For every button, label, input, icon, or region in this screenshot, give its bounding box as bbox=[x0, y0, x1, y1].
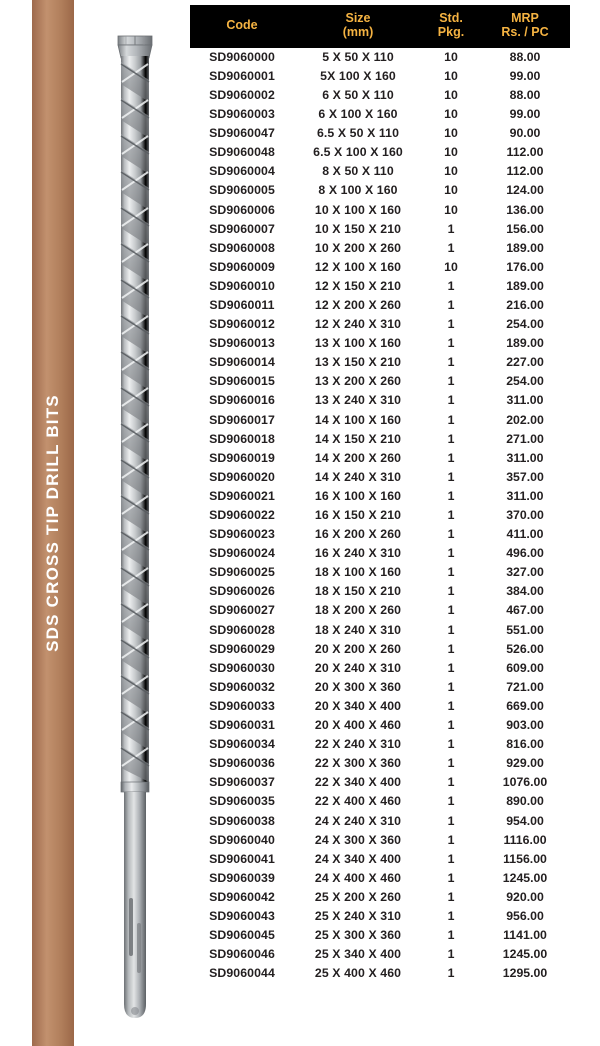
table-row bbox=[190, 239, 570, 258]
cell-mrp: 254.00 bbox=[506, 317, 544, 332]
cell-size: 25 X 240 X 310 bbox=[314, 908, 402, 923]
table-row bbox=[190, 850, 570, 869]
cell-std-pkg: 1 bbox=[447, 488, 455, 503]
cell-mrp: 90.00 bbox=[509, 126, 541, 141]
cell-code: SD9060033 bbox=[209, 698, 275, 713]
cell-size: 20 X 200 X 260 bbox=[314, 641, 402, 656]
cell-std-pkg: 1 bbox=[447, 622, 455, 637]
cell-size: 25 X 340 X 400 bbox=[314, 947, 402, 962]
cell-code: SD9060045 bbox=[209, 928, 275, 943]
cell-size: 20 X 300 X 360 bbox=[314, 679, 402, 694]
table-row bbox=[190, 831, 570, 850]
cell-size: 13 X 150 X 210 bbox=[314, 355, 402, 370]
cell-mrp: 1076.00 bbox=[502, 775, 548, 790]
cell-size: 13 X 240 X 310 bbox=[314, 393, 402, 408]
cell-size: 22 X 340 X 400 bbox=[314, 775, 402, 790]
cell-std-pkg: 1 bbox=[447, 565, 455, 580]
table-row bbox=[190, 258, 570, 277]
cell-code: SD9060013 bbox=[209, 336, 275, 351]
cell-size: 24 X 240 X 310 bbox=[314, 813, 402, 828]
cell-std-pkg: 10 bbox=[444, 183, 458, 198]
table-row bbox=[190, 621, 570, 640]
cell-std-pkg: 1 bbox=[447, 660, 455, 675]
column-header-std-label: Std. bbox=[439, 11, 463, 25]
column-header-mrp-unit: Rs. / PC bbox=[501, 25, 549, 40]
cell-size: 24 X 340 X 400 bbox=[314, 851, 402, 866]
table-row bbox=[190, 220, 570, 239]
cell-code: SD9060017 bbox=[209, 412, 275, 427]
cell-code: SD9060034 bbox=[209, 737, 275, 752]
sds-cross-tip-drill-bit-photo bbox=[88, 18, 180, 1033]
cell-mrp: 311.00 bbox=[506, 450, 544, 465]
table-row bbox=[190, 487, 570, 506]
cell-std-pkg: 1 bbox=[447, 527, 455, 542]
cell-std-pkg: 1 bbox=[447, 928, 455, 943]
cell-size: 12 X 240 X 310 bbox=[314, 317, 402, 332]
cell-std-pkg: 1 bbox=[447, 508, 455, 522]
table-row bbox=[190, 697, 570, 716]
table-row bbox=[190, 812, 570, 831]
cell-size: 8 X 100 X 160 bbox=[318, 183, 398, 198]
cell-code: SD9060022 bbox=[209, 508, 275, 522]
cell-mrp: 920.00 bbox=[506, 889, 544, 904]
table-row bbox=[190, 640, 570, 659]
cell-std-pkg: 1 bbox=[447, 813, 455, 828]
cell-size: 13 X 100 X 160 bbox=[314, 336, 402, 351]
cell-mrp: 112.00 bbox=[506, 164, 544, 179]
table-row bbox=[190, 124, 570, 143]
cell-code: SD9060014 bbox=[209, 355, 275, 370]
cell-std-pkg: 1 bbox=[447, 412, 455, 427]
cell-std-pkg: 1 bbox=[447, 240, 455, 255]
cell-code: SD9060040 bbox=[209, 832, 275, 847]
cell-size: 12 X 200 X 260 bbox=[314, 297, 402, 312]
cell-code: SD9060031 bbox=[209, 718, 275, 733]
cell-std-pkg: 1 bbox=[447, 469, 455, 484]
cell-size: 16 X 240 X 310 bbox=[314, 546, 402, 561]
cell-code: SD9060030 bbox=[209, 660, 275, 675]
cell-std-pkg: 1 bbox=[447, 889, 455, 904]
table-row bbox=[190, 869, 570, 888]
table-row bbox=[190, 67, 570, 86]
cell-size: 20 X 240 X 310 bbox=[314, 660, 402, 675]
cell-mrp: 99.00 bbox=[509, 107, 541, 122]
column-header-size-unit: (mm) bbox=[342, 25, 374, 40]
cell-std-pkg: 1 bbox=[447, 775, 455, 790]
table-row bbox=[190, 678, 570, 697]
cell-mrp: 176.00 bbox=[506, 259, 544, 274]
cell-std-pkg: 10 bbox=[444, 87, 458, 102]
cell-std-pkg: 1 bbox=[447, 908, 455, 923]
cell-code: SD9060021 bbox=[209, 488, 275, 503]
cell-mrp: 721.00 bbox=[506, 679, 544, 694]
cell-size: 14 X 150 X 210 bbox=[314, 431, 402, 446]
cell-mrp: 384.00 bbox=[506, 584, 544, 599]
cell-code: SD9060029 bbox=[209, 641, 275, 656]
cell-mrp: 954.00 bbox=[506, 813, 544, 828]
cell-mrp: 903.00 bbox=[506, 718, 544, 733]
cell-size: 5 X 50 X 110 bbox=[322, 49, 394, 64]
column-header-code bbox=[190, 5, 294, 48]
cell-std-pkg: 1 bbox=[447, 431, 455, 446]
cell-size: 10 X 100 X 160 bbox=[314, 202, 402, 217]
cell-code: SD9060019 bbox=[209, 450, 275, 465]
cell-std-pkg: 1 bbox=[447, 297, 455, 312]
cell-size: 12 X 100 X 160 bbox=[314, 259, 402, 274]
cell-mrp: 526.00 bbox=[506, 641, 544, 656]
cell-code: SD9060035 bbox=[209, 794, 275, 809]
cell-code: SD9060010 bbox=[209, 278, 275, 293]
table-body bbox=[190, 48, 570, 984]
table-row bbox=[190, 754, 570, 773]
cell-size: 18 X 100 X 160 bbox=[314, 565, 402, 580]
cell-size: 25 X 200 X 260 bbox=[314, 889, 402, 904]
cell-mrp: 1295.00 bbox=[502, 966, 548, 981]
cell-code: SD9060042 bbox=[209, 889, 275, 904]
cell-size: 6 X 100 X 160 bbox=[318, 107, 398, 122]
cell-mrp: 311.00 bbox=[506, 393, 544, 408]
cell-mrp: 202.00 bbox=[506, 412, 544, 427]
table-row bbox=[190, 735, 570, 754]
cell-std-pkg: 10 bbox=[444, 126, 458, 141]
cell-size: 22 X 300 X 360 bbox=[314, 756, 402, 771]
table-row bbox=[190, 907, 570, 926]
cell-std-pkg: 1 bbox=[447, 317, 455, 332]
price-table bbox=[190, 5, 570, 983]
cell-code: SD9060009 bbox=[209, 259, 275, 274]
cell-mrp: 890.00 bbox=[506, 794, 544, 809]
cell-mrp: 370.00 bbox=[506, 508, 544, 522]
cell-code: SD9060048 bbox=[209, 145, 275, 160]
cell-mrp: 1156.00 bbox=[503, 851, 547, 866]
cell-std-pkg: 1 bbox=[447, 584, 455, 599]
cell-std-pkg: 1 bbox=[447, 393, 455, 408]
table-row bbox=[190, 582, 570, 601]
cell-code: SD9060001 bbox=[209, 68, 275, 83]
cell-mrp: 551.00 bbox=[506, 622, 544, 637]
cell-mrp: 227.00 bbox=[506, 355, 544, 370]
table-row bbox=[190, 945, 570, 964]
cell-mrp: 88.00 bbox=[509, 87, 541, 102]
cell-size: 25 X 300 X 360 bbox=[314, 928, 402, 943]
table-row bbox=[190, 86, 570, 105]
cell-std-pkg: 1 bbox=[447, 794, 455, 809]
cell-std-pkg: 1 bbox=[447, 374, 455, 389]
cell-mrp: 189.00 bbox=[506, 240, 544, 255]
cell-code: SD9060039 bbox=[209, 870, 275, 885]
table-row bbox=[190, 48, 570, 67]
column-header-size-label: Size bbox=[345, 11, 371, 25]
cell-size: 16 X 150 X 210 bbox=[314, 508, 402, 522]
table-row bbox=[190, 525, 570, 544]
table-row bbox=[190, 372, 570, 391]
cell-mrp: 88.00 bbox=[509, 49, 541, 64]
column-header-code-label: Code bbox=[226, 18, 258, 33]
cell-std-pkg: 1 bbox=[447, 851, 455, 866]
column-header-mrp-label: MRP bbox=[511, 11, 539, 25]
cell-size: 5X 100 X 160 bbox=[320, 68, 396, 83]
table-row bbox=[190, 162, 570, 181]
cell-size: 18 X 200 X 260 bbox=[314, 603, 402, 618]
cell-std-pkg: 1 bbox=[447, 698, 455, 713]
table-row bbox=[190, 334, 570, 353]
table-row bbox=[190, 773, 570, 792]
table-row bbox=[190, 926, 570, 945]
cell-mrp: 816.00 bbox=[506, 737, 544, 752]
cell-std-pkg: 1 bbox=[447, 756, 455, 771]
cell-code: SD9060011 bbox=[209, 297, 275, 312]
cell-size: 20 X 340 X 400 bbox=[314, 698, 402, 713]
cell-code: SD9060004 bbox=[209, 164, 275, 179]
cell-std-pkg: 1 bbox=[447, 336, 455, 351]
cell-code: SD9060037 bbox=[209, 775, 275, 790]
table-row bbox=[190, 201, 570, 220]
table-row bbox=[190, 143, 570, 162]
cell-mrp: 216.00 bbox=[506, 297, 544, 312]
table-row bbox=[190, 353, 570, 372]
cell-std-pkg: 10 bbox=[444, 145, 458, 160]
cell-std-pkg: 10 bbox=[444, 68, 458, 83]
cell-code: SD9060020 bbox=[209, 469, 275, 484]
cell-size: 18 X 150 X 210 bbox=[314, 584, 402, 599]
cell-mrp: 189.00 bbox=[506, 278, 544, 293]
cell-code: SD9060027 bbox=[209, 603, 275, 618]
cell-std-pkg: 1 bbox=[447, 870, 455, 885]
cell-mrp: 956.00 bbox=[506, 908, 544, 923]
column-header-std-pkg bbox=[422, 5, 480, 48]
cell-code: SD9060005 bbox=[209, 183, 275, 198]
table-row bbox=[190, 315, 570, 334]
category-band bbox=[32, 0, 74, 1046]
cell-mrp: 411.00 bbox=[506, 527, 544, 542]
category-title: SDS CROSS TIP DRILL BITS bbox=[43, 394, 62, 652]
cell-code: SD9060047 bbox=[209, 126, 275, 141]
cell-code: SD9060024 bbox=[209, 546, 275, 561]
cell-code: SD9060006 bbox=[209, 202, 275, 217]
cell-mrp: 271.00 bbox=[506, 431, 544, 446]
cell-code: SD9060026 bbox=[209, 584, 275, 599]
table-row bbox=[190, 105, 570, 124]
cell-size: 16 X 200 X 260 bbox=[314, 527, 402, 542]
cell-code: SD9060007 bbox=[209, 221, 275, 236]
drill-tip bbox=[118, 36, 152, 58]
cell-size: 6 X 50 X 110 bbox=[322, 87, 394, 102]
cell-mrp: 1141.00 bbox=[503, 928, 547, 943]
cell-std-pkg: 10 bbox=[444, 259, 458, 274]
cell-size: 12 X 150 X 210 bbox=[314, 278, 402, 293]
cell-std-pkg: 1 bbox=[447, 832, 455, 847]
cell-mrp: 254.00 bbox=[506, 374, 544, 389]
cell-size: 14 X 200 X 260 bbox=[314, 450, 402, 465]
cell-code: SD9060023 bbox=[209, 527, 275, 542]
table-row bbox=[190, 468, 570, 487]
cell-size: 6.5 X 50 X 110 bbox=[316, 126, 400, 141]
column-header-pkg-label: Pkg. bbox=[437, 25, 465, 40]
cell-mrp: 189.00 bbox=[506, 336, 544, 351]
cell-code: SD9060015 bbox=[209, 374, 275, 389]
cell-code: SD9060003 bbox=[209, 107, 275, 122]
cell-std-pkg: 1 bbox=[447, 641, 455, 656]
table-row bbox=[190, 601, 570, 620]
table-row bbox=[190, 449, 570, 468]
cell-size: 10 X 200 X 260 bbox=[314, 240, 402, 255]
table-row bbox=[190, 296, 570, 315]
cell-size: 8 X 50 X 110 bbox=[322, 164, 394, 179]
cell-std-pkg: 1 bbox=[447, 221, 455, 236]
table-row bbox=[190, 430, 570, 449]
cell-std-pkg: 1 bbox=[447, 718, 455, 733]
table-row bbox=[190, 277, 570, 296]
cell-std-pkg: 1 bbox=[447, 737, 455, 752]
cell-code: SD9060008 bbox=[209, 240, 275, 255]
cell-size: 20 X 400 X 460 bbox=[314, 718, 402, 733]
cell-mrp: 327.00 bbox=[506, 565, 544, 580]
cell-mrp: 609.00 bbox=[506, 660, 544, 675]
cell-mrp: 357.00 bbox=[506, 469, 544, 484]
cell-std-pkg: 1 bbox=[447, 966, 455, 981]
cell-std-pkg: 10 bbox=[444, 49, 458, 64]
cell-size: 24 X 300 X 360 bbox=[314, 832, 402, 847]
table-row bbox=[190, 563, 570, 582]
cell-size: 22 X 240 X 310 bbox=[314, 737, 402, 752]
cell-size: 24 X 400 X 460 bbox=[314, 870, 402, 885]
cell-size: 13 X 200 X 260 bbox=[314, 374, 402, 389]
cell-code: SD9060025 bbox=[209, 565, 275, 580]
cell-std-pkg: 10 bbox=[444, 164, 458, 179]
table-row bbox=[190, 181, 570, 200]
cell-std-pkg: 1 bbox=[447, 679, 455, 694]
cell-mrp: 467.00 bbox=[506, 603, 544, 618]
cell-mrp: 1245.00 bbox=[502, 870, 548, 885]
table-row bbox=[190, 544, 570, 563]
cell-code: SD9060000 bbox=[209, 49, 275, 64]
cell-mrp: 136.00 bbox=[506, 202, 544, 217]
table-row bbox=[190, 659, 570, 678]
cell-size: 14 X 100 X 160 bbox=[314, 412, 402, 427]
cell-mrp: 669.00 bbox=[506, 698, 544, 713]
cell-size: 25 X 400 X 460 bbox=[314, 966, 402, 981]
column-header-mrp bbox=[480, 5, 570, 48]
table-row bbox=[190, 888, 570, 907]
cell-size: 18 X 240 X 310 bbox=[314, 622, 402, 637]
table-row bbox=[190, 411, 570, 430]
cell-size: 16 X 100 X 160 bbox=[314, 488, 402, 503]
cell-code: SD9060041 bbox=[209, 851, 275, 866]
cell-code: SD9060044 bbox=[209, 966, 275, 981]
cell-std-pkg: 1 bbox=[447, 546, 455, 561]
cell-mrp: 1116.00 bbox=[503, 832, 547, 847]
cell-code: SD9060028 bbox=[209, 622, 275, 637]
cell-code: SD9060032 bbox=[209, 679, 275, 694]
cell-std-pkg: 10 bbox=[444, 107, 458, 122]
cell-size: 10 X 150 X 210 bbox=[314, 221, 402, 236]
table-row bbox=[190, 792, 570, 811]
cell-std-pkg: 1 bbox=[447, 355, 455, 370]
cell-code: SD9060018 bbox=[209, 431, 275, 446]
cell-code: SD9060046 bbox=[209, 947, 275, 962]
cell-size: 14 X 240 X 310 bbox=[314, 469, 402, 484]
cell-std-pkg: 10 bbox=[444, 202, 458, 217]
cell-mrp: 124.00 bbox=[506, 183, 544, 198]
cell-mrp: 156.00 bbox=[506, 221, 544, 236]
cell-size: 6.5 X 100 X 160 bbox=[313, 145, 403, 160]
column-header-size bbox=[294, 5, 422, 48]
table-row bbox=[190, 716, 570, 735]
cell-code: SD9060016 bbox=[209, 393, 275, 408]
cell-code: SD9060012 bbox=[209, 317, 275, 332]
cell-std-pkg: 1 bbox=[447, 450, 455, 465]
cell-mrp: 311.00 bbox=[506, 488, 544, 503]
cell-size: 22 X 400 X 460 bbox=[314, 794, 402, 809]
cell-std-pkg: 1 bbox=[447, 603, 455, 618]
cell-mrp: 1245.00 bbox=[502, 947, 548, 962]
cell-mrp: 929.00 bbox=[506, 756, 544, 771]
cell-mrp: 496.00 bbox=[506, 546, 544, 561]
table-row bbox=[190, 506, 570, 525]
table-row bbox=[190, 964, 570, 983]
cell-mrp: 99.00 bbox=[509, 68, 541, 83]
cell-code: SD9060002 bbox=[209, 87, 275, 102]
cell-std-pkg: 1 bbox=[447, 947, 455, 962]
cell-code: SD9060036 bbox=[209, 756, 275, 771]
cell-code: SD9060043 bbox=[209, 908, 275, 923]
cell-std-pkg: 1 bbox=[447, 278, 455, 293]
table-row bbox=[190, 391, 570, 410]
table-header bbox=[190, 5, 570, 48]
price-list bbox=[190, 5, 570, 983]
cell-mrp: 112.00 bbox=[506, 145, 544, 160]
cell-code: SD9060038 bbox=[209, 813, 275, 828]
